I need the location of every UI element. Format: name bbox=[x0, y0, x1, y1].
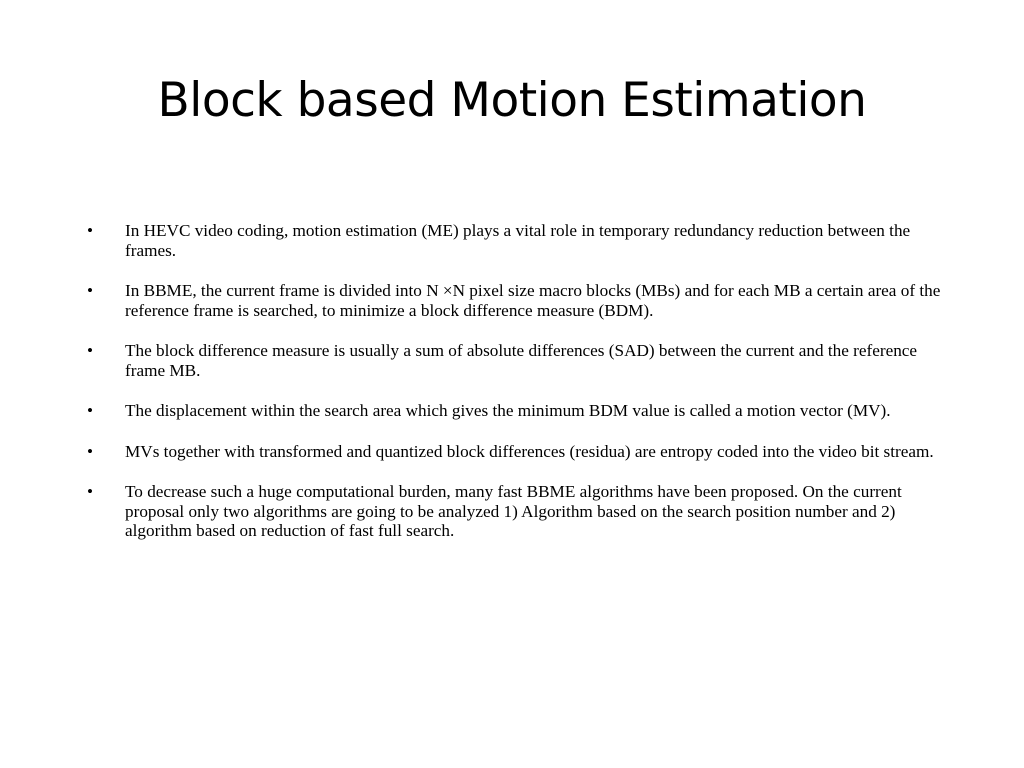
bullet-text: In HEVC video coding, motion estimation (ME) plays a vital role in temporary redundancy reduction between the frames. bbox=[125, 221, 911, 260]
slide-title: Block based Motion Estimation bbox=[157, 73, 867, 128]
bullet-text: To decrease such a huge computational burden, many fast BBME algorithms have been proposed. On the current proposal only two algorithms are going to be analyzed 1) Algorithm based on the search position number and 2) algorithm based on reduction of fast full search. bbox=[125, 482, 902, 540]
bullet-item bbox=[87, 341, 947, 380]
bullet-mark: • bbox=[87, 221, 94, 240]
bullet-item bbox=[87, 281, 947, 320]
bullet-mark: • bbox=[87, 281, 94, 300]
bullet-mark: • bbox=[87, 482, 94, 501]
bullet-mark: • bbox=[87, 401, 94, 420]
bullet-item bbox=[87, 401, 947, 421]
bullet-text: MVs together with transformed and quantized block differences (residua) are entropy coded into the video bit stream. bbox=[125, 441, 934, 461]
bullet-mark: • bbox=[87, 341, 94, 360]
bullet-item bbox=[87, 482, 947, 541]
bullet-text: The displacement within the search area which gives the minimum BDM value is called a motion vector (MV). bbox=[125, 401, 891, 420]
bullet-text: In BBME, the current frame is divided into N ×N pixel size macro blocks (MBs) and for each MB a certain area of the reference frame is searched, to minimize a block difference measure (BDM). bbox=[125, 281, 941, 320]
bullet-item bbox=[87, 221, 947, 260]
bullet-list bbox=[87, 221, 947, 562]
bullet-item bbox=[87, 442, 947, 462]
bullet-text: The block difference measure is usually a sum of absolute differences (SAD) between the current and the reference frame MB. bbox=[125, 341, 918, 380]
bullet-mark: • bbox=[87, 441, 94, 461]
